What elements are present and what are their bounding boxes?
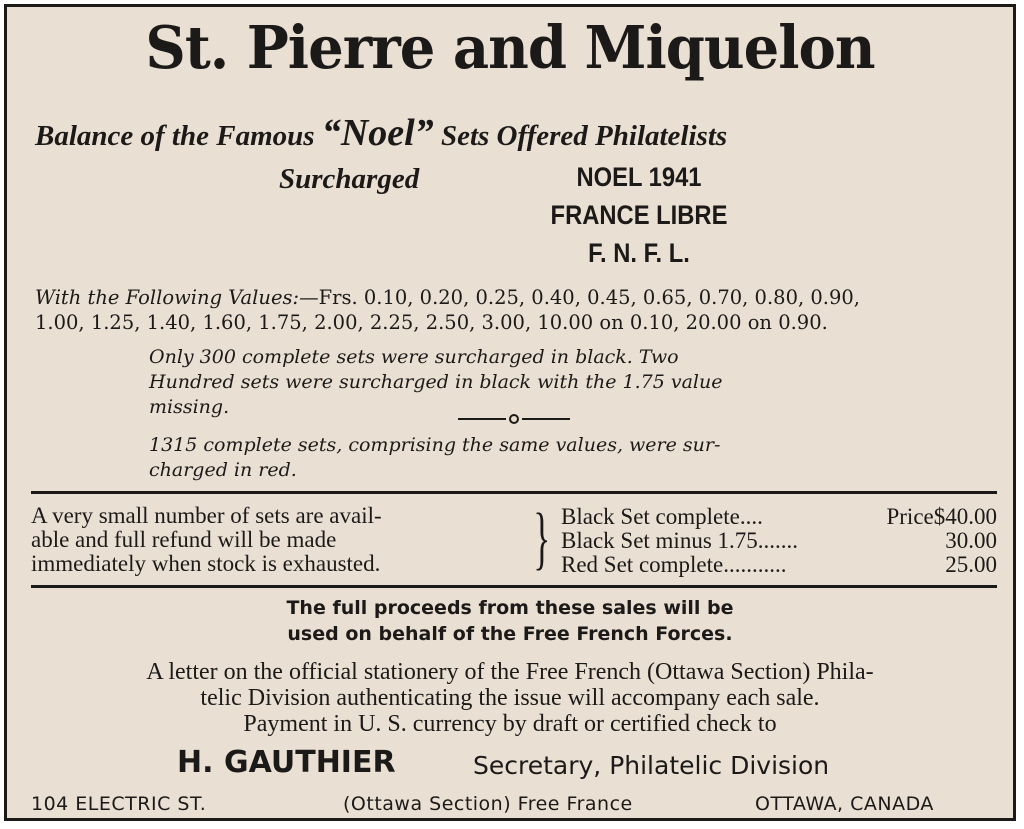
surcharged-label: Surcharged [279,163,420,195]
values-list [35,285,860,335]
red-surcharge-note [149,433,720,483]
black-note-line-2: Hundred sets were surcharged in black with the 1.75 value [149,371,723,393]
address-section: (Ottawa Section) Free France [343,793,633,815]
proceeds-notice [7,595,1013,647]
ornamental-divider [458,413,570,425]
bottom-rule [31,585,997,588]
price-dots: .... [739,504,763,529]
subheadline-after: Sets Offered Philatelists [433,120,728,152]
black-note-line-3: missing. [149,396,230,418]
subheadline-before: Balance of the Famous [35,120,322,152]
red-note-line-1: 1315 complete sets, comprising the same values, were sur- [149,434,721,456]
price-dots: ....... [757,528,799,553]
price-label: Red Set complete [561,552,724,577]
authentication-letter-note [7,659,1013,737]
overprint-line-2: FRANCE LIBRE [550,200,728,230]
black-note-line-1: Only 300 complete sets were surcharged in black. Two [149,346,679,368]
advertisement [4,4,1016,821]
contact-name: H. GAUTHIER [177,745,396,780]
values-line-1: Frs. 0.10, 0.20, 0.25, 0.40, 0.45, 0.65, 0.70, 0.80, 0.90, [318,286,860,309]
price-label: Black Set complete [561,504,740,529]
availability-note [31,504,382,576]
subheadline-noel: “Noel” [321,112,434,154]
values-intro: With the Following Values:— [35,286,319,309]
price-amount: 25.00 [945,552,997,577]
price-suffix: Price [886,504,934,529]
price-row-black-complete [561,504,997,530]
price-amount: 30.00 [945,528,997,553]
price-label: Black Set minus 1.75 [561,528,758,553]
brace-icon: } [533,500,551,577]
availability-line-1: A very small number of sets are avail- [31,503,382,528]
values-line-2: 1.00, 1.25, 1.40, 1.60, 1.75, 2.00, 2.25, 2.50, 3.00, 10.00 on 0.10, 20.00 on 0.90. [35,311,828,334]
letter-line-1: A letter on the official stationery of the Free French (Ottawa Section) Phila- [146,659,874,685]
address-city: OTTAWA, CANADA [755,793,934,815]
subheadline [35,111,727,155]
overprint-line-3: F. N. F. L. [588,238,690,268]
address-street: 104 ELECTRIC ST. [31,793,207,815]
availability-line-3: immediately when stock is exhausted. [31,551,381,576]
price-dots: ........... [723,552,787,577]
red-note-line-2: charged in red. [149,459,297,481]
price-row-red-complete [561,552,997,578]
top-rule [31,491,997,494]
proceeds-line-2: used on behalf of the Free French Forces. [287,623,733,645]
availability-line-2: able and full refund will be made [31,527,337,552]
letter-line-3: Payment in U. S. currency by draft or certified check to [243,711,777,737]
black-surcharge-note [149,345,722,420]
price-row-black-minus [561,528,997,554]
headline: St. Pierre and Miquelon [145,13,875,83]
overprint-line-1: NOEL 1941 [576,162,702,192]
price-amount: $40.00 [933,504,997,529]
letter-line-2: telic Division authenticating the issue will accompany each sale. [200,685,820,711]
proceeds-line-1: The full proceeds from these sales will be [286,597,734,619]
contact-role: Secretary, Philatelic Division [473,751,830,780]
